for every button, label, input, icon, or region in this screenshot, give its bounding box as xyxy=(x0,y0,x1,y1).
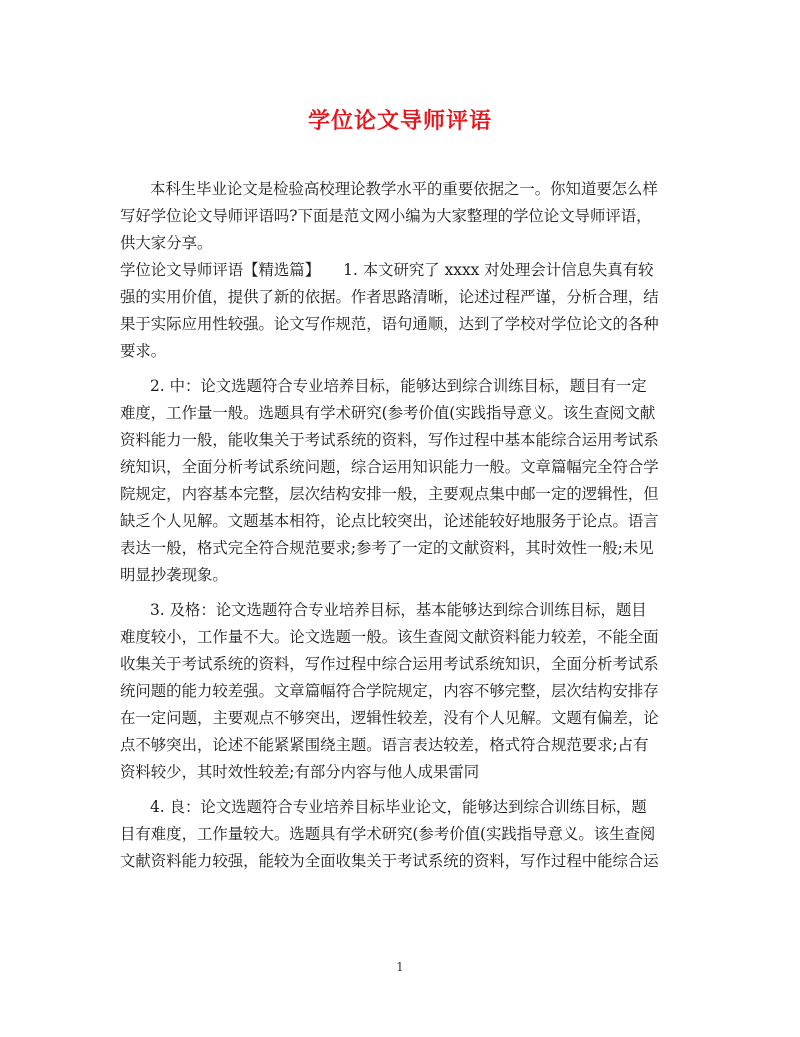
text-line: 2. 中：论文选题符合专业培养目标，能够达到综合训练目标，题目有一定 xyxy=(150,377,647,395)
text-line: 缺乏个人见解。文题基本相符，论点比较突出，论述能较好地服务于论点。语言 xyxy=(120,512,659,530)
document-title: 学位论文导师评语 xyxy=(307,108,492,134)
text-line: 点不够突出，论述不能紧紧围绕主题。语言表达较差，格式符合规范要求;占有 xyxy=(120,736,649,754)
text-line: 要求。 xyxy=(120,342,167,360)
text-line: 4. 良：论文选题符合专业培养目标毕业论文，能够达到综合训练目标，题 xyxy=(150,798,647,816)
item-4-paragraph xyxy=(120,794,680,875)
section-heading: 学位论文导师评语【精选篇】 xyxy=(120,261,313,279)
text-line: 难度，工作量一般。选题具有学术研究(参考价值(实践指导意义。该生查阅文献 xyxy=(120,404,656,422)
text-line: 难度较小，工作量不大。论文选题一般。该生查阅文献资料能力较差，不能全面 xyxy=(120,628,659,646)
text-line: 本科生毕业论文是检验高校理论教学水平的重要依据之一。你知道要怎么样 xyxy=(150,180,658,198)
text-line: 文献资料能力较强，能较为全面收集关于考试系统的资料，写作过程中能综合运 xyxy=(120,852,659,870)
text-line: 资料能力一般，能收集关于考试系统的资料，写作过程中基本能综合运用考试系 xyxy=(120,431,659,449)
text-line: 统知识，全面分析考试系统问题，综合运用知识能力一般。文章篇幅完全符合学 xyxy=(120,458,659,476)
text-line: 供大家分享。 xyxy=(120,234,213,252)
text-line xyxy=(120,257,680,284)
item-1-lead: 1. 本文研究了 xxxx 对处理会计信息失真有较 xyxy=(312,261,654,279)
item-3-paragraph xyxy=(120,597,680,786)
text-line: 3. 及格：论文选题符合专业培养目标，基本能够达到综合训练目标，题目 xyxy=(150,601,647,619)
item-1-paragraph xyxy=(120,257,680,365)
intro-paragraph xyxy=(120,176,680,257)
page-number: 1 xyxy=(396,960,404,974)
text-line: 目有难度，工作量较大。选题具有学术研究(参考价值(实践指导意义。该生查阅 xyxy=(120,825,656,843)
text-line: 强的实用价值，提供了新的依据。作者思路清晰，论述过程严谨，分析合理，结 xyxy=(120,288,659,306)
text-line: 统问题的能力较差强。文章篇幅符合学院规定，内容不够完整，层次结构安排存 xyxy=(120,682,659,700)
text-line: 果于实际应用性较强。论文写作规范，语句通顺，达到了学校对学位论文的各种 xyxy=(120,315,659,333)
item-2-paragraph xyxy=(120,373,680,589)
text-line: 表达一般，格式完全符合规范要求;参考了一定的文献资料，其时效性一般;未见 xyxy=(120,539,654,557)
text-line: 院规定，内容基本完整，层次结构安排一般，主要观点集中邮一定的逻辑性，但 xyxy=(120,485,659,503)
text-line: 明显抄袭现象。 xyxy=(120,566,228,584)
text-line: 写好学位论文导师评语吗?下面是范文网小编为大家整理的学位论文导师评语， xyxy=(120,207,652,225)
document-body xyxy=(120,176,680,875)
text-line: 资料较少，其时效性较差;有部分内容与他人成果雷同 xyxy=(120,763,480,781)
text-line: 在一定问题，主要观点不够突出，逻辑性较差，没有个人见解。文题有偏差，论 xyxy=(120,709,659,727)
text-line: 收集关于考试系统的资料，写作过程中综合运用考试系统知识，全面分析考试系 xyxy=(120,655,659,673)
